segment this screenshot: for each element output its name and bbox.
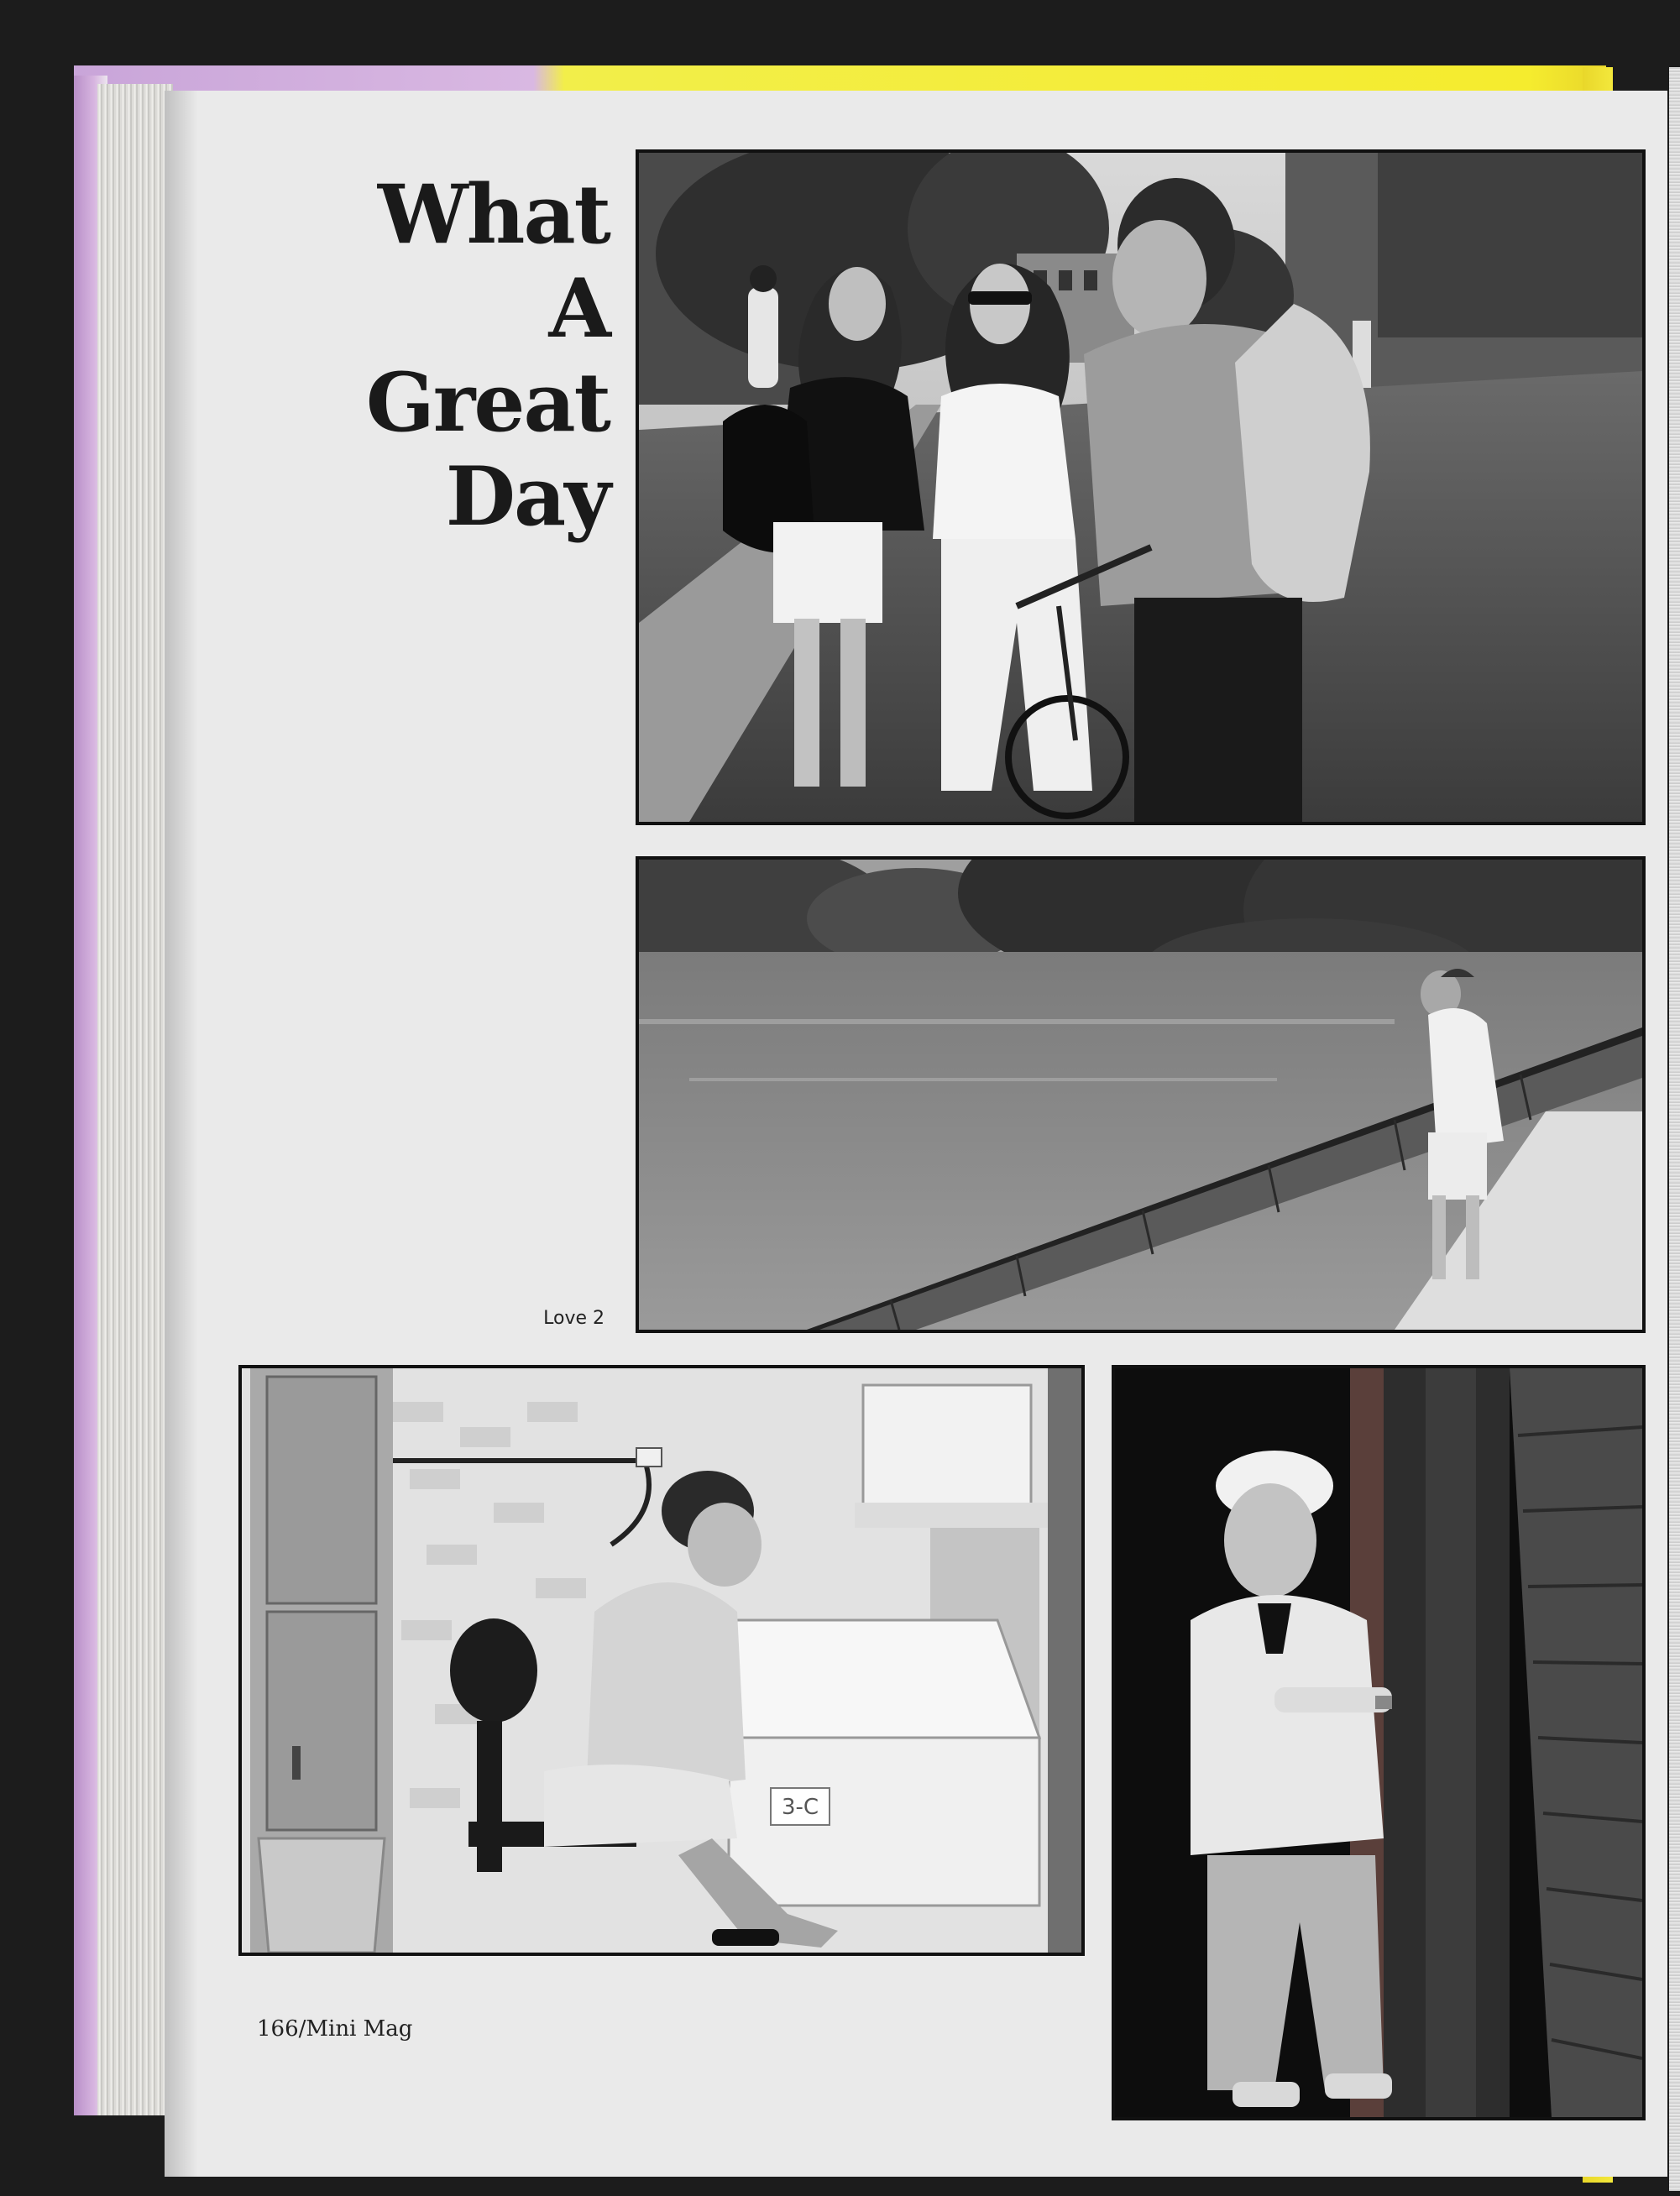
title-line-3: Great <box>365 355 610 450</box>
photo-student-desk <box>238 1365 1085 1956</box>
title-line-4: Day <box>445 449 610 544</box>
title-line-1: What <box>377 167 610 262</box>
photo-student-desk-image <box>242 1368 1081 1953</box>
photo-students-talking <box>636 149 1646 825</box>
photo-students-talking-image <box>639 153 1642 822</box>
gutter-shadow <box>165 91 198 2177</box>
photo-credit: Love 2 <box>543 1308 604 1329</box>
facing-page-edge <box>1669 67 1680 2191</box>
photo-student-door-night-image <box>1115 1368 1642 2117</box>
page-title <box>327 168 610 544</box>
photo-student-door-night <box>1112 1365 1646 2120</box>
cover-top-edge <box>74 65 1606 94</box>
desk-label: 3-C <box>781 1795 819 1820</box>
page-folio: 166/Mini Mag <box>257 2016 413 2042</box>
title-line-2: A <box>548 261 610 356</box>
page-stack <box>97 84 173 2115</box>
photo-bridge-river-image <box>639 860 1642 1330</box>
photo-bridge-river <box>636 856 1646 1333</box>
